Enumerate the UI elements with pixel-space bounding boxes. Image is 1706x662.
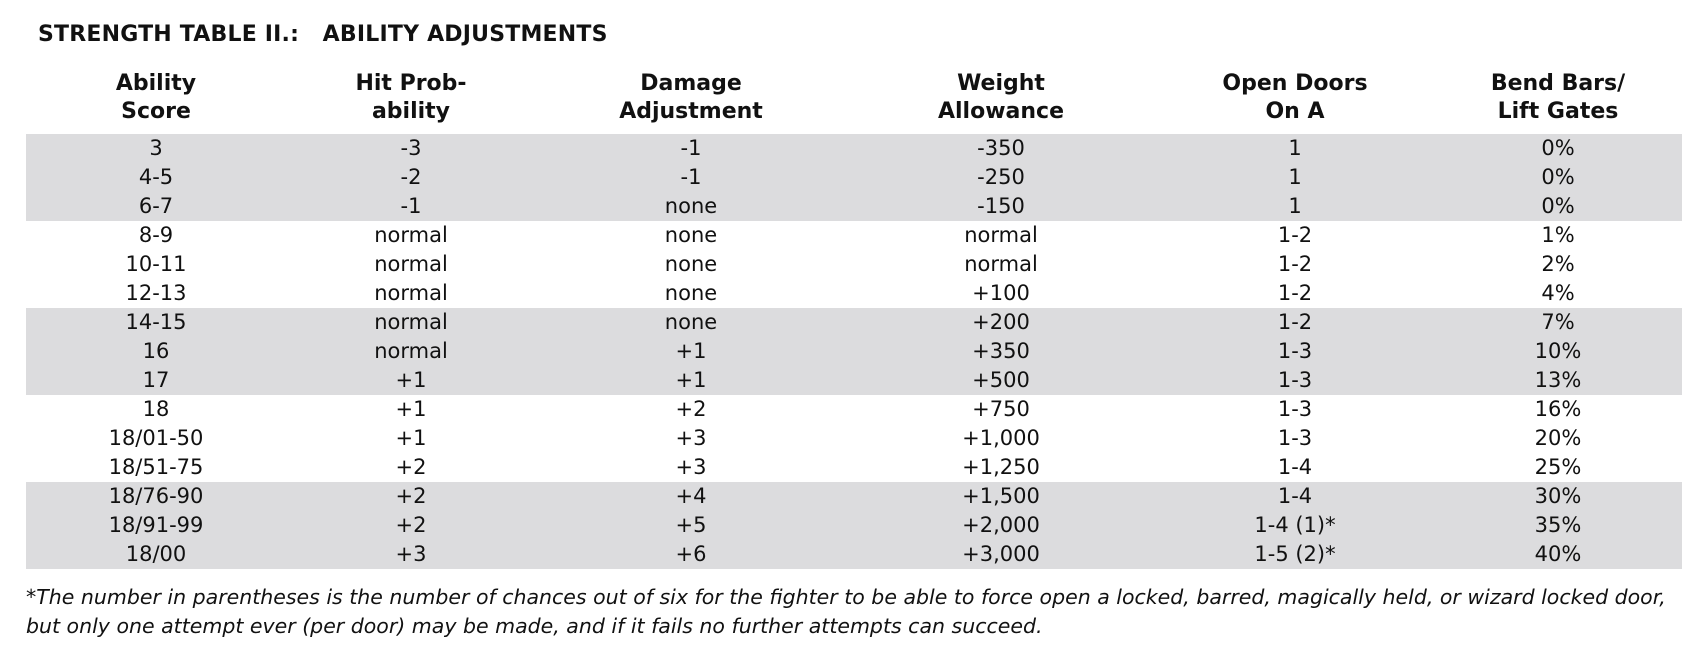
damage-adjustment-cell: none bbox=[664, 223, 718, 247]
hit-probability-cell: +3 bbox=[286, 540, 536, 569]
ability-score-cell: 12-13 bbox=[125, 281, 187, 305]
ability-score-cell: 6-7 bbox=[26, 192, 286, 221]
table-title: STRENGTH TABLE II.: ABILITY ADJUSTMENTS bbox=[38, 22, 608, 47]
ability-score-cell: 18/76-90 bbox=[26, 482, 286, 511]
damage-adjustment-cell: none bbox=[536, 192, 846, 221]
bend-bars-cell: 25% bbox=[1534, 455, 1582, 479]
bend-bars-cell: 0% bbox=[1434, 163, 1682, 192]
table-row bbox=[26, 395, 1682, 424]
damage-adjustment-cell: +5 bbox=[536, 511, 846, 540]
bend-bars-cell: 10% bbox=[1434, 337, 1682, 366]
hit-probability-cell: -3 bbox=[286, 134, 536, 163]
hit-probability-cell: normal bbox=[374, 252, 448, 276]
open-doors-cell: 1 bbox=[1156, 134, 1434, 163]
hit-probability-cell: +2 bbox=[286, 511, 536, 540]
footnote: *The number in parentheses is the number of chances out of six for the fighter to be able to force open a locked, barred, magically held, or wizard locked door, but only one attempt ever (per door) may be made, and if it fails no further attempts can succeed. bbox=[26, 585, 1666, 638]
bend-bars-cell: 20% bbox=[1534, 426, 1582, 450]
column-header-open-doors bbox=[1156, 70, 1434, 134]
hit-probability-cell: +2 bbox=[286, 482, 536, 511]
table-row bbox=[26, 482, 1682, 511]
hit-probability-cell: normal bbox=[286, 337, 536, 366]
hit-probability-cell: +1 bbox=[395, 397, 427, 421]
column-header-ability-score bbox=[26, 70, 286, 134]
column-header-hit-probability bbox=[286, 70, 536, 134]
hit-probability-cell: -2 bbox=[286, 163, 536, 192]
bend-bars-cell: 13% bbox=[1434, 366, 1682, 395]
table-row bbox=[26, 337, 1682, 366]
open-doors-cell: 1-3 bbox=[1277, 397, 1313, 421]
weight-allowance-cell: +100 bbox=[972, 281, 1030, 305]
column-header-damage-adjustment bbox=[536, 70, 846, 134]
weight-allowance-cell: -150 bbox=[846, 192, 1156, 221]
damage-adjustment-cell: none bbox=[536, 308, 846, 337]
damage-adjustment-cell: +1 bbox=[536, 337, 846, 366]
bend-bars-cell: 0% bbox=[1434, 134, 1682, 163]
bend-bars-cell: 16% bbox=[1534, 397, 1582, 421]
bend-bars-cell: 30% bbox=[1434, 482, 1682, 511]
hit-probability-cell: normal bbox=[374, 223, 448, 247]
table-row bbox=[26, 424, 1682, 453]
weight-allowance-cell: +350 bbox=[846, 337, 1156, 366]
weight-allowance-cell: +3,000 bbox=[846, 540, 1156, 569]
weight-allowance-cell: normal bbox=[964, 252, 1038, 276]
table-row bbox=[26, 540, 1682, 569]
ability-score-cell: 16 bbox=[26, 337, 286, 366]
open-doors-cell: 1-2 bbox=[1277, 252, 1313, 276]
bend-bars-cell: 1% bbox=[1541, 223, 1575, 247]
ability-score-cell: 8-9 bbox=[138, 223, 174, 247]
bend-bars-cell: 7% bbox=[1434, 308, 1682, 337]
column-header-line: Adjustment bbox=[619, 99, 763, 124]
column-header-line: Weight bbox=[957, 71, 1045, 96]
damage-adjustment-cell: -1 bbox=[536, 163, 846, 192]
weight-allowance-cell: -250 bbox=[846, 163, 1156, 192]
column-header-line: On A bbox=[1265, 99, 1325, 124]
damage-adjustment-cell: none bbox=[664, 252, 718, 276]
open-doors-cell: 1-2 bbox=[1277, 281, 1313, 305]
table-row bbox=[26, 250, 1682, 279]
open-doors-cell: 1-3 bbox=[1156, 337, 1434, 366]
table-row bbox=[26, 192, 1682, 221]
damage-adjustment-cell: +6 bbox=[536, 540, 846, 569]
open-doors-cell: 1-4 bbox=[1277, 455, 1313, 479]
ability-score-cell: 3 bbox=[26, 134, 286, 163]
table-row bbox=[26, 308, 1682, 337]
weight-allowance-cell: +1,250 bbox=[962, 455, 1040, 479]
column-header-weight-allowance bbox=[846, 70, 1156, 134]
hit-probability-cell: +2 bbox=[395, 455, 427, 479]
open-doors-cell: 1 bbox=[1156, 163, 1434, 192]
hit-probability-cell: +1 bbox=[286, 366, 536, 395]
ability-score-cell: 18 bbox=[142, 397, 170, 421]
damage-adjustment-cell: +4 bbox=[536, 482, 846, 511]
open-doors-cell: 1-3 bbox=[1156, 366, 1434, 395]
open-doors-cell: 1-2 bbox=[1277, 223, 1313, 247]
weight-allowance-cell: normal bbox=[964, 223, 1038, 247]
ability-adjustments-table bbox=[26, 70, 1682, 569]
ability-score-cell: 14-15 bbox=[26, 308, 286, 337]
open-doors-cell: 1 bbox=[1156, 192, 1434, 221]
weight-allowance-cell: -350 bbox=[846, 134, 1156, 163]
bend-bars-cell: 35% bbox=[1434, 511, 1682, 540]
damage-adjustment-cell: +3 bbox=[675, 426, 707, 450]
column-header-line: Score bbox=[121, 99, 191, 124]
table-row bbox=[26, 163, 1682, 192]
table-row bbox=[26, 453, 1682, 482]
header-row bbox=[26, 70, 1682, 134]
damage-adjustment-cell: +1 bbox=[536, 366, 846, 395]
damage-adjustment-cell: +3 bbox=[675, 455, 707, 479]
column-header-bend-bars bbox=[1434, 70, 1682, 134]
ability-score-cell: 10-11 bbox=[125, 252, 187, 276]
table-row bbox=[26, 511, 1682, 540]
weight-allowance-cell: +500 bbox=[846, 366, 1156, 395]
table-row bbox=[26, 366, 1682, 395]
weight-allowance-cell: +200 bbox=[846, 308, 1156, 337]
column-header-line: Allowance bbox=[937, 99, 1065, 124]
column-header-line: ability bbox=[371, 99, 451, 124]
column-header-line: Ability bbox=[115, 71, 197, 96]
ability-score-cell: 17 bbox=[26, 366, 286, 395]
column-header-line: Open Doors bbox=[1222, 71, 1368, 96]
column-header-line: Bend Bars/ bbox=[1490, 71, 1626, 96]
weight-allowance-cell: +750 bbox=[972, 397, 1030, 421]
ability-score-cell: 4-5 bbox=[26, 163, 286, 192]
open-doors-cell: 1-2 bbox=[1156, 308, 1434, 337]
bend-bars-cell: 40% bbox=[1434, 540, 1682, 569]
table-row bbox=[26, 134, 1682, 163]
weight-allowance-cell: +1,000 bbox=[962, 426, 1040, 450]
weight-allowance-cell: +1,500 bbox=[846, 482, 1156, 511]
hit-probability-cell: -1 bbox=[286, 192, 536, 221]
open-doors-cell: 1-4 (1)* bbox=[1156, 511, 1434, 540]
ability-score-cell: 18/91-99 bbox=[26, 511, 286, 540]
ability-score-cell: 18/01-50 bbox=[108, 426, 204, 450]
hit-probability-cell: normal bbox=[374, 281, 448, 305]
hit-probability-cell: normal bbox=[286, 308, 536, 337]
ability-score-cell: 18/00 bbox=[26, 540, 286, 569]
column-header-line: Hit Prob- bbox=[355, 71, 467, 96]
table-body bbox=[26, 134, 1682, 569]
damage-adjustment-cell: -1 bbox=[536, 134, 846, 163]
open-doors-cell: 1-5 (2)* bbox=[1156, 540, 1434, 569]
open-doors-cell: 1-3 bbox=[1277, 426, 1313, 450]
table-row bbox=[26, 221, 1682, 250]
damage-adjustment-cell: none bbox=[664, 281, 718, 305]
bend-bars-cell: 4% bbox=[1541, 281, 1575, 305]
column-header-line: Damage bbox=[640, 71, 742, 96]
weight-allowance-cell: +2,000 bbox=[846, 511, 1156, 540]
damage-adjustment-cell: +2 bbox=[675, 397, 707, 421]
ability-score-cell: 18/51-75 bbox=[108, 455, 204, 479]
open-doors-cell: 1-4 bbox=[1156, 482, 1434, 511]
bend-bars-cell: 0% bbox=[1434, 192, 1682, 221]
column-header-line: Lift Gates bbox=[1497, 99, 1619, 124]
table-row bbox=[26, 279, 1682, 308]
hit-probability-cell: +1 bbox=[395, 426, 427, 450]
bend-bars-cell: 2% bbox=[1541, 252, 1575, 276]
